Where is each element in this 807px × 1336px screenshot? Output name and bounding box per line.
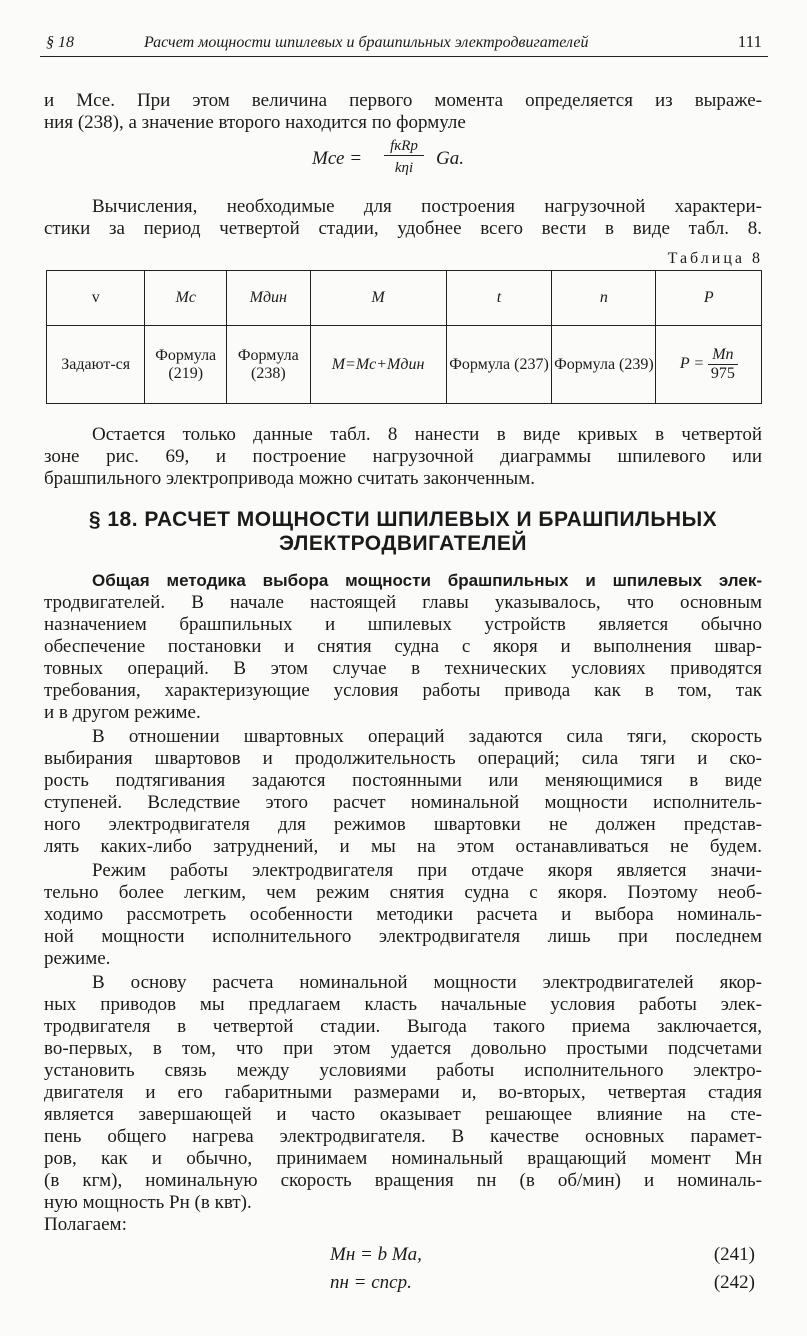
para1-line-7: и в другом режиме.	[44, 702, 201, 723]
para3-line-1: Режим работы электродвигателя при отдаче якоря является значи-	[92, 860, 762, 881]
para3-line-5: режиме.	[44, 948, 111, 969]
equation-241-number: (241)	[713, 1244, 755, 1265]
para2-line-3: рость подтягивания задаются постоянными или меняющимися в виде	[44, 770, 762, 791]
para4-line-6: двигателя и его габаритными размерами и, во-вторых, четвертая стадия	[44, 1082, 762, 1103]
after-table-line-2: зоне рис. 69, и построение нагрузочной диаграммы шпилевого или	[44, 446, 762, 467]
table-caption: Таблица 8	[667, 250, 763, 267]
cell-mc: Формула (219)	[145, 326, 227, 404]
para1-line-2: тродвигателей. В начале настоящей главы указывалось, что основным	[44, 592, 762, 613]
equation-242-number: (242)	[713, 1272, 755, 1293]
polagaem-label: Полагаем:	[44, 1214, 127, 1235]
header-section: § 18	[46, 34, 74, 51]
para1-line-3: назначением брашпильных и шпилевых устройств является обычно	[44, 614, 762, 635]
para1-line-4: обеспечение постановки и снятия судна с якоря и выполнения швар-	[44, 636, 762, 657]
formula-mce	[312, 140, 512, 184]
equation-241: Mн = b Ma,	[330, 1244, 422, 1265]
intro-line-1: и Mсе. При этом величина первого момента определяется из выраже-	[44, 90, 762, 111]
formula-lhs: Mсе =	[312, 148, 363, 169]
cell-p-numerator: Mn	[708, 346, 737, 365]
table-8	[46, 270, 762, 404]
para3-line-4: ной мощности исполнительного электродвигателя лишь при последнем	[44, 926, 762, 947]
para4-line-9: ров, как и обычно, принимаем номинальный вращающий момент Mн	[44, 1148, 762, 1169]
para4-line-10: (в кгм), номинальную скорость вращения nн (в об/мин) и номиналь-	[44, 1170, 762, 1191]
cell-t: Формула (237)	[446, 326, 552, 404]
para4-line-2: ных приводов мы предлагаем класть начальные условия работы элек-	[44, 994, 762, 1015]
page-number: 111	[737, 32, 762, 51]
col-header-m: M	[310, 271, 446, 326]
para3-line-3: ходимо рассмотреть особенности методики расчета и выбора номиналь-	[44, 904, 762, 925]
cell-p-lhs: P =	[679, 355, 705, 373]
col-header-mc: Mc	[145, 271, 227, 326]
para4-line-5: установить связь между условиями работы исполнительного электро-	[44, 1060, 762, 1081]
col-header-v: v	[47, 271, 145, 326]
para1-line-5: товных операций. В этом случае в технических условиях приводятся	[44, 658, 762, 679]
para4-line-8: пень общего нагрева электродвигателя. В качестве основных парамет-	[44, 1126, 762, 1147]
cell-v: Задают-ся	[47, 326, 145, 404]
cell-mdin: Формула (238)	[227, 326, 311, 404]
col-header-t: t	[446, 271, 552, 326]
intro-line-3: Вычисления, необходимые для построения нагрузочной характери-	[92, 196, 762, 217]
para2-line-2: выбирания швартовов и продолжительность операций; сила тяги и ско-	[44, 748, 762, 769]
para4-line-11: ную мощность Pн (в квт).	[44, 1192, 252, 1213]
col-header-mdin: Mдин	[227, 271, 311, 326]
para2-line-4: ступеней. Вследствие этого расчет номинальной мощности исполнитель-	[44, 792, 762, 813]
equation-242: nн = cnср.	[330, 1272, 412, 1293]
para4-line-4: во-первых, в том, что при этом удается довольно простыми подсчетами	[44, 1038, 762, 1059]
formula-denominator: kηi	[394, 160, 414, 176]
cell-p-denominator: 975	[710, 365, 735, 382]
cell-m: M=Mc+Mдин	[310, 326, 446, 404]
para4-line-7: является завершающей и часто оказывает решающее влияние на сте-	[44, 1104, 762, 1125]
running-header	[40, 32, 768, 57]
cell-p	[656, 326, 762, 404]
intro-line-4: стики за период четвертой стадии, удобнее всего вести в виде табл. 8.	[44, 218, 762, 239]
para2-line-5: ного электродвигателя для режимов швартовки не должен представ-	[44, 814, 762, 835]
after-table-line-3: брашпильного электропривода можно считать законченным.	[44, 468, 535, 489]
para3-line-2: тельно более легким, чем режим снятия судна с якоря. Поэтому необ-	[44, 882, 762, 903]
header-title: Расчет мощности шпилевых и брашпильных электродвигателей	[144, 34, 589, 51]
formula-numerator: fкRр	[384, 138, 424, 156]
para2-line-1: В отношении швартовных операций задаются сила тяги, скорость	[92, 726, 762, 747]
col-header-p: P	[656, 271, 762, 326]
para1-line-1: Общая методика выбора мощности брашпильных и шпилевых элек-	[92, 571, 762, 590]
para1-line-6: требования, характеризующие условия работы привода как в том, так	[44, 680, 762, 701]
col-header-n: n	[552, 271, 656, 326]
section-title-line-2: ЭЛЕКТРОДВИГАТЕЛЕЙ	[279, 532, 527, 555]
formula-rhs: Ga.	[436, 148, 464, 169]
after-table-line-1: Остается только данные табл. 8 нанести в виде кривых в четвертой	[92, 424, 762, 445]
cell-n: Формула (239)	[552, 326, 656, 404]
section-title-line-1: § 18. РАСЧЕТ МОЩНОСТИ ШПИЛЕВЫХ И БРАШПИЛЬНЫХ	[88, 508, 718, 531]
para4-line-1: В основу расчета номинальной мощности электродвигателей якор-	[92, 972, 762, 993]
cell-p-fraction	[708, 346, 737, 383]
intro-line-2: ния (238), а значение второго находится по формуле	[44, 112, 466, 133]
para4-line-3: тродвигателя в четвертой стадии. Выгода такого приема заключается,	[44, 1016, 762, 1037]
para2-line-6: лять каких-либо затруднений, и мы на этом останавливаться не будем.	[44, 836, 762, 857]
